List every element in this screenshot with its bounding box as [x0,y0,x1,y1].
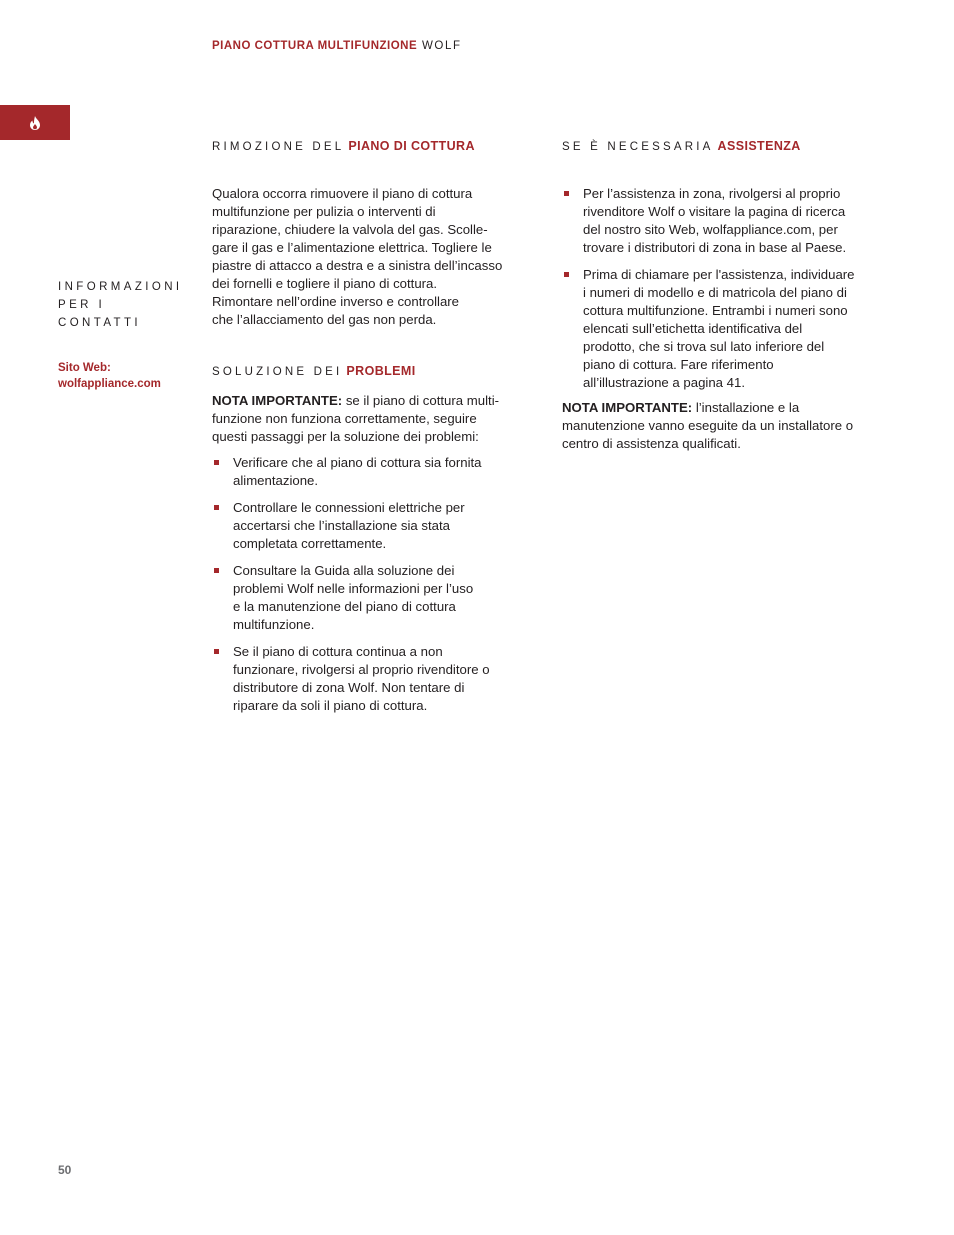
text-line: riparazione, chiudere la valvola del gas. Scolle- [212,222,488,237]
bullet-square-icon [214,505,219,510]
troubleshooting-list [212,454,542,724]
section-tab [0,105,70,140]
heading-troubleshooting-accent: PROBLEMI [346,364,416,378]
text-line: elencati sull’etichetta identificativa del [583,321,803,336]
removal-paragraph [212,185,542,329]
text-line: funzione non funziona correttamente, seguire [212,411,477,426]
text-line: dei fornelli e togliere il piano di cottura. [212,276,438,291]
bullet-square-icon [214,568,219,573]
text-line: trovare i distributori di zona in base al Paese. [583,240,847,255]
text-line [212,392,542,410]
text-line: Verificare che al piano di cottura sia fornita [233,455,482,470]
text-line: Consultare la Guida alla soluzione dei [233,563,455,578]
website-link[interactable]: wolfappliance.com [58,378,161,390]
text-line: Per l’assistenza in zona, rivolgersi al proprio [583,186,841,201]
flame-icon [29,116,41,130]
text-line: accertarsi che l’installazione sia stata [233,518,450,533]
text-line: gare il gas e l’alimentazione elettrica. Togliere le [212,240,492,255]
text-line: cottura multifunzione. Entrambi i numeri sono [583,303,848,318]
text-line: del nostro sito Web, wolfappliance.com, per [583,222,838,237]
text-line: prodotto, che si trova sul lato inferiore del [583,339,825,354]
page-number: 50 [58,1163,72,1177]
sidebar-contact-title [58,278,183,332]
text-line: Controllare le connessioni elettriche per [233,500,465,515]
heading-service-accent: ASSISTENZA [717,139,801,153]
note-label: NOTA IMPORTANTE: [562,400,693,415]
text-line: problemi Wolf nelle informazioni per l’uso [233,581,474,596]
text-line: funzionare, rivolgersi al proprio rivenditore o [233,662,490,677]
text-line: multifunzione. [233,617,315,632]
sidebar-website [58,360,161,392]
bullet-square-icon [214,460,219,465]
heading-service-prefix: SE È NECESSARIA [562,141,714,153]
service-note [562,399,902,453]
website-label: Sito Web: [58,362,111,374]
list-item [212,643,542,715]
text-line: che l’allacciamento del gas non perda. [212,312,437,327]
text-line: manutenzione vanno eseguite da un installatore o [562,418,854,433]
sidebar-title-line: PER I [58,299,106,311]
list-item [562,266,902,392]
heading-service [562,139,801,153]
text-line: Rimontare nell’ordine inverso e controllare [212,294,460,309]
bullet-square-icon [564,191,569,196]
note-text: l’installazione e la [692,400,800,415]
text-line: alimentazione. [233,473,319,488]
text-line: questi passaggi per la soluzione dei problemi: [212,429,479,444]
text-line: e la manutenzione del piano di cottura [233,599,456,614]
note-label: NOTA IMPORTANTE: [212,393,343,408]
text-line: rivenditore Wolf o visitare la pagina di ricerca [583,204,846,219]
text-line: Se il piano di cottura continua a non [233,644,443,659]
sidebar-title-line: CONTATTI [58,317,141,329]
note-text: se il piano di cottura multi- [342,393,500,408]
text-line: Prima di chiamare per l'assistenza, individuare [583,267,855,282]
running-header-product: PIANO COTTURA MULTIFUNZIONE [212,40,418,52]
running-header-brand: WOLF [421,40,462,52]
service-list [562,185,902,401]
bullet-square-icon [214,649,219,654]
text-line: piastre di attacco a destra e a sinistra dell’incasso [212,258,503,273]
sidebar-title-line: INFORMAZIONI [58,281,183,293]
list-item [212,454,542,490]
list-item [212,562,542,634]
text-line: multifunzione per pulizia o interventi di [212,204,436,219]
text-line: i numeri di modello e di matricola del piano di [583,285,847,300]
heading-troubleshooting [212,364,416,378]
heading-removal [212,139,475,153]
troubleshooting-note [212,392,542,446]
bullet-square-icon [564,272,569,277]
heading-removal-prefix: RIMOZIONE DEL [212,141,345,153]
list-item [562,185,902,257]
text-line: riparare da soli il piano di cottura. [233,698,428,713]
text-line: piano di cottura. Fare riferimento [583,357,774,372]
running-header [212,40,462,52]
heading-removal-accent: PIANO DI COTTURA [348,139,475,153]
text-line: centro di assistenza qualificati. [562,436,741,451]
text-line [562,399,902,417]
text-line: distributore di zona Wolf. Non tentare di [233,680,465,695]
text-line: Qualora occorra rimuovere il piano di cottura [212,186,473,201]
text-line: all’illustrazione a pagina 41. [583,375,746,390]
list-item [212,499,542,553]
text-line: completata correttamente. [233,536,387,551]
heading-troubleshooting-prefix: SOLUZIONE DEI [212,366,343,378]
